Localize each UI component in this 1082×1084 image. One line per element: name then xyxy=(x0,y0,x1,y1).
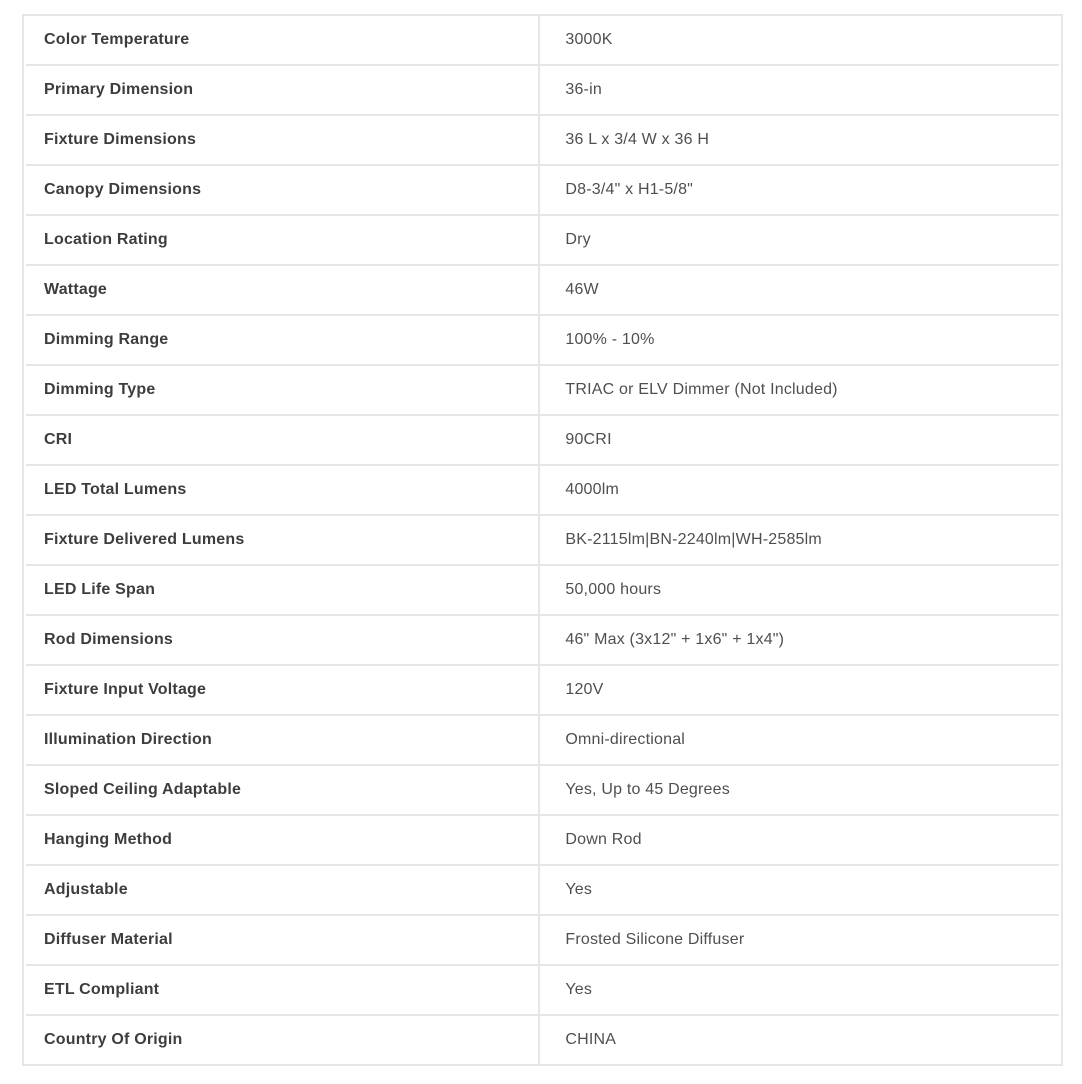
spec-row xyxy=(26,666,1059,716)
spec-attribute-value: Down Rod xyxy=(538,816,1059,864)
spec-attribute-label: Wattage xyxy=(44,280,108,298)
spec-attribute-value: 100% - 10% xyxy=(538,316,1059,364)
spec-row xyxy=(26,716,1059,766)
spec-attribute-label: Fixture Delivered Lumens xyxy=(44,530,245,548)
spec-attribute-value: 90CRI xyxy=(538,416,1059,464)
spec-attribute-label: Hanging Method xyxy=(44,830,173,848)
spec-attribute-value: Frosted Silicone Diffuser xyxy=(538,916,1059,964)
spec-row xyxy=(26,566,1059,616)
spec-attribute-label: Diffuser Material xyxy=(44,930,173,948)
spec-attribute-value: 120V xyxy=(538,666,1059,714)
specifications-table xyxy=(22,14,1063,1066)
spec-attribute-label: Location Rating xyxy=(44,230,168,248)
spec-row xyxy=(26,66,1059,116)
spec-attribute-value: Dry xyxy=(538,216,1059,264)
spec-row xyxy=(26,16,1059,66)
spec-row xyxy=(26,316,1059,366)
spec-attribute-label: Canopy Dimensions xyxy=(44,180,202,198)
spec-row xyxy=(26,966,1059,1016)
spec-attribute-value: TRIAC or ELV Dimmer (Not Included) xyxy=(538,366,1059,414)
spec-attribute-value: CHINA xyxy=(538,1016,1059,1064)
spec-row xyxy=(26,366,1059,416)
spec-attribute-value: 36 L x 3/4 W x 36 H xyxy=(538,116,1059,164)
spec-attribute-value: 36-in xyxy=(538,66,1059,114)
spec-row xyxy=(26,466,1059,516)
spec-row xyxy=(26,816,1059,866)
spec-attribute-value: 50,000 hours xyxy=(538,566,1059,614)
spec-attribute-label: Dimming Range xyxy=(44,330,169,348)
spec-attribute-value: 46W xyxy=(538,266,1059,314)
spec-attribute-label: CRI xyxy=(44,430,73,448)
spec-attribute-value: Omni-directional xyxy=(538,716,1059,764)
spec-attribute-label: Fixture Dimensions xyxy=(44,130,197,148)
spec-attribute-label: ETL Compliant xyxy=(44,980,160,998)
spec-row xyxy=(26,266,1059,316)
spec-attribute-value: Yes, Up to 45 Degrees xyxy=(538,766,1059,814)
spec-attribute-value: BK-2115lm|BN-2240lm|WH-2585lm xyxy=(538,516,1059,564)
spec-row xyxy=(26,616,1059,666)
spec-row xyxy=(26,1016,1059,1064)
spec-attribute-value: 3000K xyxy=(538,16,1059,64)
spec-attribute-label: LED Total Lumens xyxy=(44,480,187,498)
spec-attribute-label: Rod Dimensions xyxy=(44,630,174,648)
spec-attribute-value: D8-3/4" x H1-5/8" xyxy=(538,166,1059,214)
spec-attribute-label: Illumination Direction xyxy=(44,730,212,748)
spec-attribute-label: Dimming Type xyxy=(44,380,156,398)
spec-attribute-label: LED Life Span xyxy=(44,580,156,598)
spec-row xyxy=(26,516,1059,566)
spec-attribute-value: 4000lm xyxy=(538,466,1059,514)
spec-attribute-label: Adjustable xyxy=(44,880,128,898)
spec-row xyxy=(26,916,1059,966)
spec-attribute-label: Color Temperature xyxy=(44,30,190,48)
spec-row xyxy=(26,166,1059,216)
spec-row xyxy=(26,766,1059,816)
spec-attribute-value: Yes xyxy=(538,866,1059,914)
spec-row xyxy=(26,416,1059,466)
spec-row xyxy=(26,116,1059,166)
spec-row xyxy=(26,216,1059,266)
spec-attribute-label: Sloped Ceiling Adaptable xyxy=(44,780,242,798)
spec-attribute-label: Fixture Input Voltage xyxy=(44,680,207,698)
spec-attribute-value: Yes xyxy=(538,966,1059,1014)
spec-row xyxy=(26,866,1059,916)
spec-attribute-label: Country Of Origin xyxy=(44,1030,183,1048)
spec-attribute-value: 46" Max (3x12" + 1x6" + 1x4") xyxy=(538,616,1059,664)
spec-attribute-label: Primary Dimension xyxy=(44,80,194,98)
